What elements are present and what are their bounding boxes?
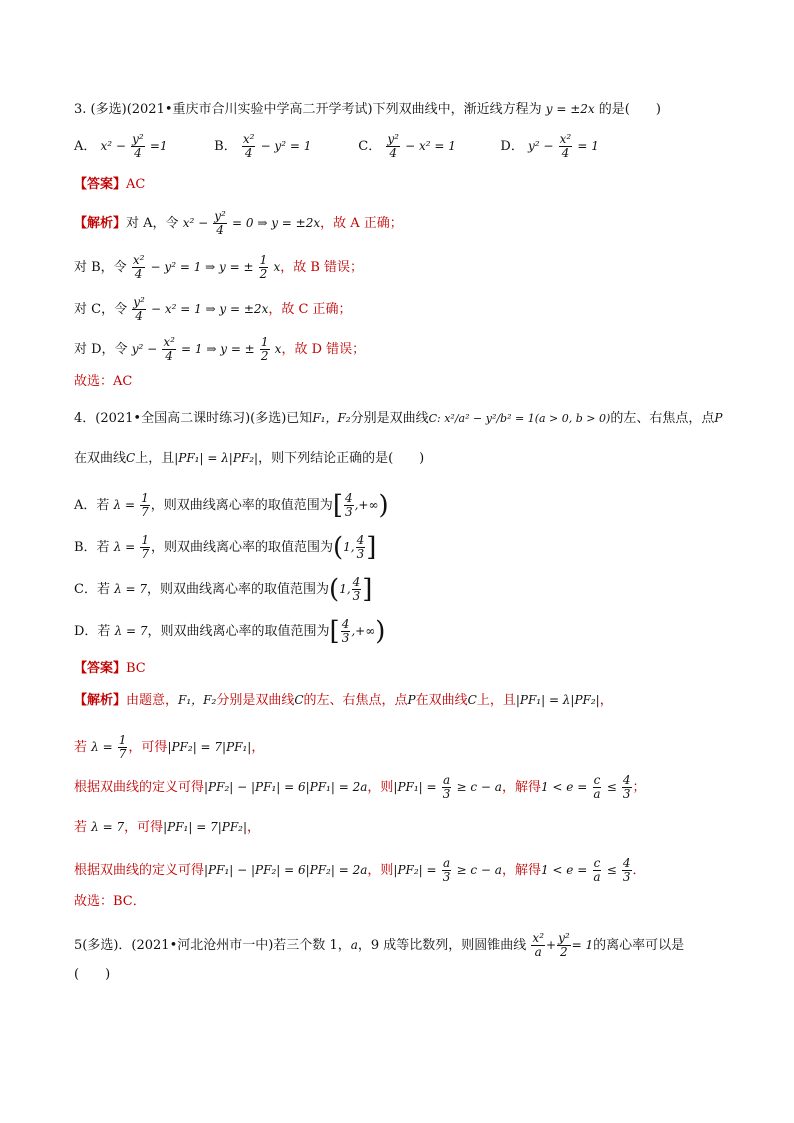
q3-stem-math: y = ±2x (545, 102, 595, 116)
fraction: $\frac{4}{3}$ (622, 773, 631, 802)
q3-options (74, 133, 599, 160)
q4-option-b: B．若 λ = $\frac{1}{7}$ ，则双曲线离心率的取值范围为(1, $\frac{4}{3}$ ] (74, 532, 377, 563)
fraction: $\frac{c}{a}$ (593, 773, 601, 802)
fraction: $\frac{\text{x²}}{4}$ (132, 253, 145, 282)
fraction: $\frac{4}{3}$ (622, 856, 631, 885)
fraction: $\frac{4}{3}$ (341, 617, 350, 646)
fraction: $\frac{1}{7}$ (141, 533, 149, 562)
q3-option-c: C． $\frac{\text{y²}}{4}$ − x² = 1 (358, 132, 456, 161)
q3-analysis-d: 对 D，令 y² − $\frac{\text{x²}}{4}$ = 1 ⇒ y = ± $\frac{1}{2}$ x，故 D 错误； (74, 335, 366, 364)
q3-analysis-a: 【解析】对 A，令 x² − $\frac{\text{y²}}{4}$ = 0 ⇒ y = ±2x，故 A 正确； (74, 209, 403, 238)
hyperbola-equation: C: x²/a² − y²/b² = 1(a > 0, b > 0) (428, 412, 611, 425)
q3-number: 3. (74, 102, 87, 117)
fraction: $\frac{\text{y²}}{4}$ (387, 132, 399, 161)
answer-label: 【答案】 (74, 661, 127, 676)
q4-analysis-line1: 【解析】由题意，F₁，F₂分别是双曲线C的左、右焦点，点P在双曲线C上，且|PF₁| = λ|PF₂|， (74, 693, 613, 708)
answer-value: BC (126, 661, 146, 676)
q3-stem (74, 103, 661, 116)
fraction: $\frac{4}{3}$ (344, 491, 353, 520)
fraction: $\frac{1}{2}$ (260, 335, 269, 364)
q4-answer (74, 662, 146, 675)
fraction: $\frac{1}{2}$ (259, 253, 268, 282)
fraction: $\frac{4}{3}$ (352, 575, 361, 604)
fraction: $\frac{\text{x²}}{4}$ (163, 335, 175, 364)
q4-analysis-line3: 根据双曲线的定义可得|PF₂| − |PF₁| = 6|PF₁| = 2a，则|PF₁| = $\frac{a}{3}$ ≥ c − a，解得1 < e = $\frac{c}{a}$ ≤ $\frac{4}{3}$ ； (74, 773, 646, 802)
fraction: $\frac{\text{x²}}{4}$ (559, 132, 572, 161)
q4-option-c: C．若 λ = 7，则双曲线离心率的取值范围为(1, $\frac{4}{3}$ ] (74, 574, 373, 605)
q3-analysis-b: 对 B，令 $\frac{\text{x²}}{4}$ − y² = 1 ⇒ y = ± $\frac{1}{2}$ x，故 B 错误； (74, 253, 364, 282)
fraction: $\frac{1}{7}$ (118, 733, 127, 762)
q4-option-d: D．若 λ = 7，则双曲线离心率的取值范围为[ $\frac{4}{3}$ ,+∞) (74, 616, 386, 647)
q3-conclusion: 故选：AC (74, 374, 133, 389)
fraction: $\frac{\text{y²}}{4}$ (133, 295, 145, 324)
q4-stem-line2: 在双曲线C上，且|PF₁| = λ|PF₂|，则下列结论正确的是( ) (74, 451, 425, 466)
fraction: $\frac{1}{7}$ (141, 491, 149, 520)
analysis-label: 【解析】 (74, 693, 127, 708)
fraction: $\frac{\text{y²}}{4}$ (132, 132, 144, 161)
analysis-label: 【解析】 (74, 216, 127, 232)
q3-option-a: A． x² − $\frac{\text{y²}}{4}$ =1 (74, 132, 168, 161)
q4-option-a: A．若 λ = $\frac{1}{7}$ ，则双曲线离心率的取值范围为[ $\frac{4}{3}$ ,+∞) (74, 490, 389, 521)
q5-stem-line2: ( ) (74, 967, 111, 982)
answer-value: AC (126, 177, 146, 192)
fraction: $\frac{\text{x²}}{4}$ (242, 132, 255, 161)
answer-label: 【答案】 (74, 177, 127, 192)
q3-stem-text: (多选)(2021•重庆市合川实验中学高二开学考试)下列双曲线中，渐近线方程为 (90, 102, 542, 117)
fraction: $\frac{\text{y²}}{4}$ (214, 209, 226, 238)
fraction: $\frac{c}{a}$ (593, 856, 601, 885)
q3-option-b: B． $\frac{\text{x²}}{4}$ − y² = 1 (214, 132, 312, 161)
fraction: $\frac{a}{3}$ (442, 856, 451, 885)
q4-conclusion: 故选：BC． (74, 894, 146, 909)
q3-analysis-c: 对 C，令 $\frac{\text{y²}}{4}$ − x² = 1 ⇒ y = ±2x，故 C 正确； (74, 295, 352, 324)
q4-stem-line1: 4．(2021•全国高二课时练习)(多选)已知F₁，F₂分别是双曲线C: x²/a² − y²/b² = 1(a > 0, b > 0)的左、右焦点，点P (74, 411, 723, 426)
fraction: $\frac{\text{y²}}{2}$ (558, 931, 570, 960)
fraction: $\frac{a}{3}$ (442, 773, 451, 802)
q4-analysis-line5: 根据双曲线的定义可得|PF₁| − |PF₂| = 6|PF₂| = 2a，则|PF₂| = $\frac{a}{3}$ ≥ c − a，解得1 < e = $\frac{c}{a}$ ≤ $\frac{4}{3}$ ． (74, 856, 646, 885)
fraction: $\frac{\text{x²}}{a}$ (532, 931, 544, 960)
q3-option-d: D． y² − $\frac{\text{x²}}{4}$ = 1 (500, 132, 599, 161)
q3-answer (74, 178, 145, 191)
q5-stem-line1: 5(多选)．(2021•河北沧州市一中)若三个数 1，a，9 成等比数列，则圆锥曲线 $\frac{\text{x²}}{a}$ + $\frac{\text{y²}}{2}$ = 1的离心率可以是 (74, 931, 685, 960)
fraction: $\frac{4}{3}$ (356, 533, 365, 562)
q3-stem-suffix: 的是( ) (598, 102, 661, 117)
q4-analysis-line2: 若 λ = $\frac{1}{7}$ ，可得|PF₂| = 7|PF₁|， (74, 733, 265, 762)
q4-analysis-line4: 若 λ = 7，可得|PF₁| = 7|PF₂|， (74, 820, 261, 835)
